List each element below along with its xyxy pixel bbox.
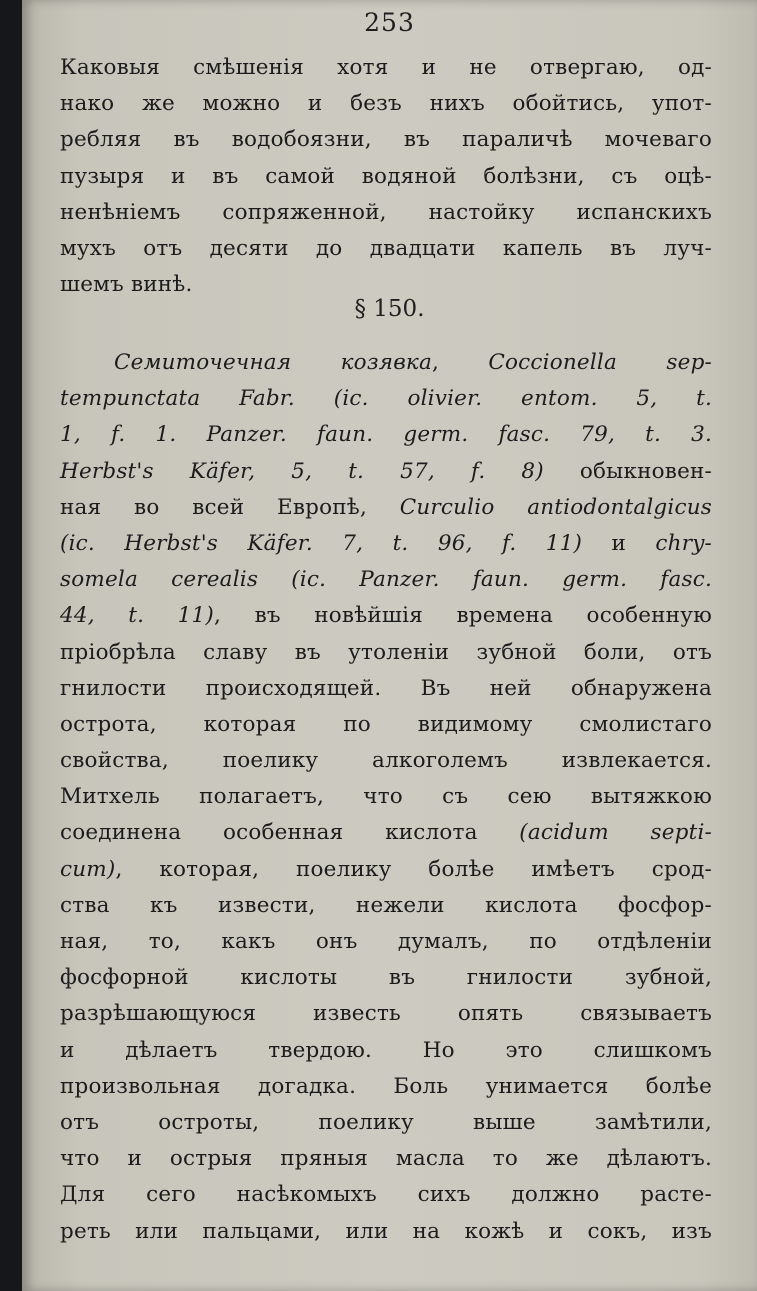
italic-run: 44, t. 11) [60,603,215,629]
text-run: Для сего насѣкомыхъ сихъ должно растe- [60,1182,712,1208]
text-run: гнилости происходящей. Въ ней обнаружена [60,675,712,701]
text-line [60,707,712,743]
italic-run: somela cerealis (ic. Panzer. faun. germ. fasc. [60,567,712,593]
text-line [60,1177,712,1213]
paragraph-2 [60,345,712,1250]
text-run: Митхель полагаетъ, что съ сею вытяжкою [60,784,712,810]
italic-run: cum) [60,856,116,882]
text-run: фосфорной кислоты въ гнилости зубной, [60,965,712,991]
section-heading: § 150. [354,296,425,322]
text-run: разрѣшающуюся известь опять связываетъ [60,1001,712,1027]
text-line [60,671,712,707]
text-line [60,1069,712,1105]
text-run: свойства, поелику алкоголемъ извлекается. [60,748,712,774]
text-run: соединена особенная кислота [60,820,520,846]
text-line: мухъ отъ десяти до двадцати капель въ луч- [60,235,712,261]
text-run: отъ остроты, поелику выше замѣтили, [60,1109,712,1135]
text-line [60,1033,712,1069]
text-line [60,888,712,924]
italic-run: Herbst's Käfer, 5, t. 57, f. 8) [60,458,544,484]
text-line: Каковыя смѣшенія хотя и не отвергаю, од- [60,55,712,80]
book-page [22,0,757,1291]
text-run: пріобрѣла славу въ утоленіи зубной боли, отъ [60,639,712,665]
italic-run: chry- [655,530,712,556]
text-line [60,815,712,851]
text-line [60,996,712,1032]
text-line [60,924,712,960]
text-run: реть или пальцами, или на кожѣ и сокъ, изъ [60,1218,712,1244]
text-run: , [431,350,489,375]
text-line: пузыря и въ самой водяной болѣзни, съ оцѣ- [60,163,712,189]
text-run: , которая, поелику болѣе имѣетъ срод- [115,856,712,882]
text-line [60,526,712,562]
text-line [60,562,712,598]
text-run: ная во всей Европѣ, [60,494,400,520]
text-run: что и острыя пряныя масла то же дѣлаютъ. [60,1146,712,1172]
text-run: острота, которая по видимому смолистаго [60,711,712,737]
text-line [60,417,712,453]
text-run: , въ новѣйшія времена особенную [214,603,712,629]
text-run: и [582,530,656,556]
text-line [60,381,712,417]
text-line [60,454,712,490]
italic-run: Curculio antiodontalgicus [399,494,712,520]
text-line [60,960,712,996]
text-line [60,1214,712,1250]
paragraph-1 [60,50,712,303]
text-run: и дѣлаетъ твердою. Но это слишкомъ [60,1037,712,1063]
text-line: шемъ винѣ. [60,272,193,298]
text-line [60,1105,712,1141]
text-line [60,635,712,671]
italic-run: (ic. Herbst's Käfer. 7, t. 96, f. 11) [60,530,583,556]
text-line [60,743,712,779]
italic-run: 1, f. 1. Panzer. faun. germ. fasc. 79, t. 3. [60,422,712,448]
text-line: ненѣніемъ сопряженной, настойку испанскихъ [60,199,712,225]
text-line: нако же можно и безъ нихъ обойтись, упот- [60,91,712,117]
text-line [60,852,712,888]
text-line [60,1141,712,1177]
page-number: 253 [364,8,415,37]
text-line [60,779,712,815]
text-line [60,345,712,381]
text-run: ная, то, какъ онъ думалъ, по отдѣленіи [60,929,712,954]
text-line [60,490,712,526]
text-line [60,598,712,634]
text-run: обыкновен- [543,458,712,484]
text-line: ребляя въ водобоязни, въ параличѣ мочеваго [60,127,712,153]
text-run: ства къ извести, нежели кислота фосфор- [60,892,712,918]
text-run: произвольная догадка. Боль унимается болѣе [60,1073,712,1099]
italic-run: (acidum septi- [519,820,713,846]
italic-run: tempunctata Fabr. (ic. olivier. entom. 5, t. [60,386,712,412]
italic-run: Семиточечная козявка [114,350,432,375]
italic-run: Coccionella sep- [488,350,712,375]
